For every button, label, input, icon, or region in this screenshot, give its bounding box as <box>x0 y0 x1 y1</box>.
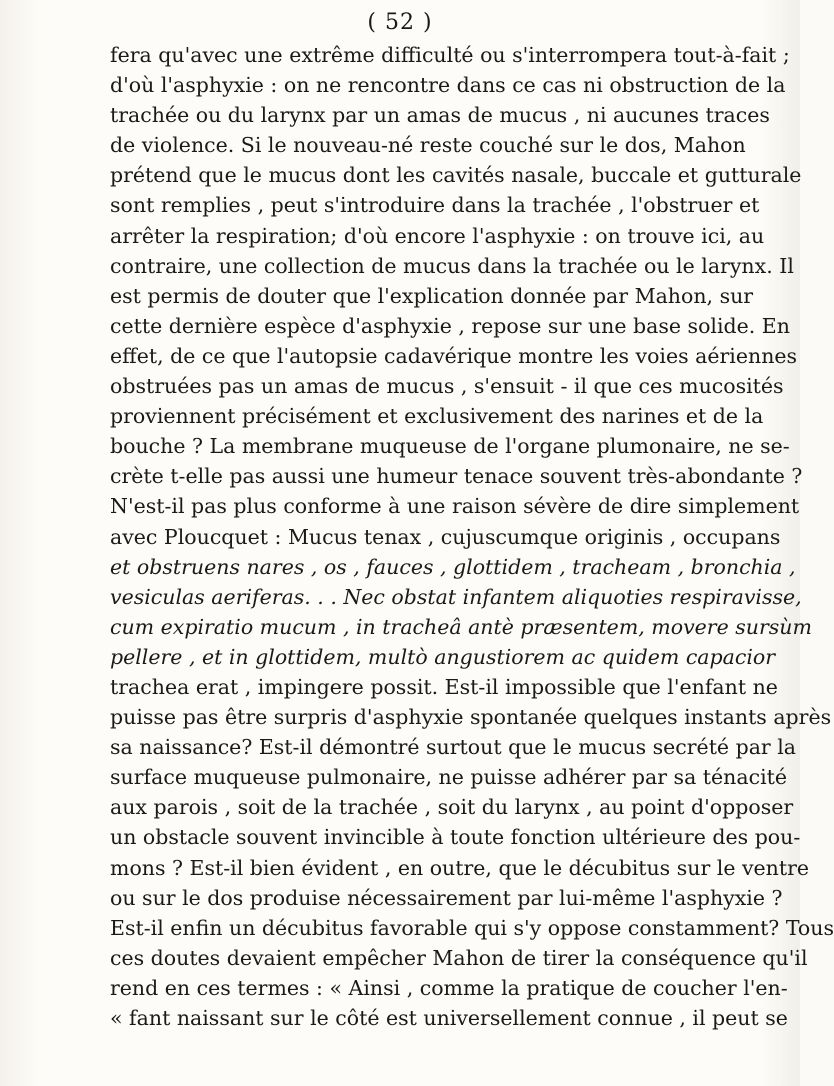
text-line: et obstruens nares , os , fauces , glottidem , tracheam , bronchia , <box>110 554 796 579</box>
text-line: de violence. Si le nouveau-né reste couché sur le dos, Mahon <box>110 133 746 158</box>
text-line: ces doutes devaient empêcher Mahon de tirer la conséquence qu'il <box>110 945 808 970</box>
text-line: d'où l'asphyxie : on ne rencontre dans ce cas ni obstruction de la <box>110 73 786 98</box>
text-line: vesiculas aeriferas. . . Nec obstat infantem aliquoties respiravisse, <box>110 584 802 609</box>
text-line: « fant naissant sur le côté est universellement connue , il peut se <box>110 1006 788 1030</box>
text-line: trachée ou du larynx par un amas de mucus , ni aucunes traces <box>110 103 770 128</box>
text-line: trachea erat , impingere possit. Est-il impossible que l'enfant ne <box>110 674 778 699</box>
text-line: ou sur le dos produise nécessairement par lui-même l'asphyxie ? <box>110 885 783 910</box>
text-line: un obstacle souvent invincible à toute fonction ultérieure des pou- <box>110 825 801 850</box>
text-line: puisse pas être surpris d'asphyxie spontanée quelques instants après <box>110 705 832 730</box>
text-line: Est-il enfin un décubitus favorable qui s'y oppose constamment? Tous <box>110 915 834 940</box>
text-line: sa naissance? Est-il démontré surtout que le mucus secrété par la <box>110 735 797 760</box>
text-line: rend en ces termes : « Ainsi , comme la pratique de coucher l'en- <box>110 975 788 1000</box>
text-line: N'est-il pas plus conforme à une raison sévère de dire simplement <box>110 494 800 519</box>
text-line: cum expiratio mucum , in tracheâ antè præsentem, movere sursùm <box>110 614 812 639</box>
text-line: avec Ploucquet : Mucus tenax , cujuscumque originis , occupans <box>110 524 781 549</box>
text-line: cette dernière espèce d'asphyxie , repose sur une base solide. En <box>110 313 790 338</box>
text-line: sont remplies , peut s'introduire dans la trachée , l'obstruer et <box>110 193 760 218</box>
body-text <box>110 40 834 1033</box>
text-line: contraire, une collection de mucus dans la trachée ou le larynx. Il <box>110 253 794 278</box>
text-line: prétend que le mucus dont les cavités nasale, buccale et gutturale <box>110 163 802 188</box>
text-line: proviennent précisément et exclusivement des narines et de la <box>110 404 764 429</box>
text-line: crète t-elle pas aussi une humeur tenace souvent très-abondante ? <box>110 464 803 489</box>
text-line: bouche ? La membrane muqueuse de l'organe plumonaire, ne se- <box>110 434 790 459</box>
text-line: effet, de ce que l'autopsie cadavérique montre les voies aériennes <box>110 343 798 368</box>
text-line: aux parois , soit de la trachée , soit du larynx , au point d'opposer <box>110 795 794 820</box>
page-number: ( 52 ) <box>367 10 433 35</box>
text-line: surface muqueuse pulmonaire, ne puisse adhérer par sa ténacité <box>110 765 788 790</box>
text-line: arrêter la respiration; d'où encore l'asphyxie : on trouve ici, au <box>110 223 765 248</box>
text-line: mons ? Est-il bien évident , en outre, que le décubitus sur le ventre <box>110 855 810 880</box>
text-line: pellere , et in glottidem, multò angustiorem ac quidem capacior <box>110 644 776 669</box>
text-line: est permis de douter que l'explication donnée par Mahon, sur <box>110 283 754 308</box>
text-line: fera qu'avec une extrême difficulté ou s'interrompera tout-à-fait ; <box>110 43 790 67</box>
text-line: obstruées pas un amas de mucus , s'ensuit - il que ces mucosités <box>110 374 784 399</box>
